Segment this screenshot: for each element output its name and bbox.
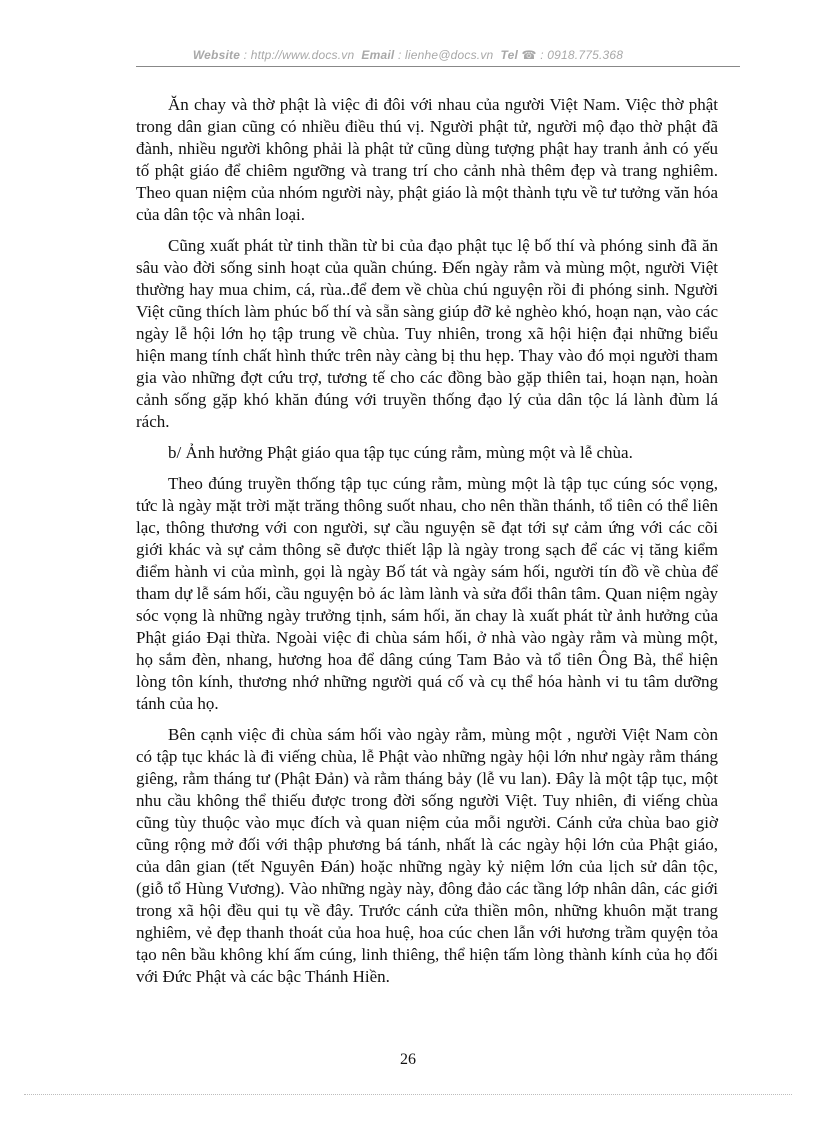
tel-number: ☎ : 0918.775.368 — [521, 48, 624, 62]
paragraph: Ăn chay và thờ phật là việc đi đôi với nhau của người Việt Nam. Việc thờ phật trong dân gian cũng có nhiều điều thú vị. Người phật tử, người mộ đạo thờ phật đã đành, nhiều người không phải là phật tử cũng dùng tượng phật hay tranh ảnh có yếu tố phật giáo để chiêm ngưỡng và trang trí cho cảnh nhà thêm đẹp và trang nghiêm. Theo quan niệm của nhóm người này, phật giáo là một thành tựu về tư tưởng văn hóa của dân tộc và nhân loại. — [136, 95, 718, 224]
page-number: 26 — [400, 1051, 416, 1068]
paragraph: Cũng xuất phát từ tinh thần từ bi của đạo phật tục lệ bố thí và phóng sinh đã ăn sâu vào đời sống sinh hoạt của quần chúng. Đến ngày rằm và mùng một, người Việt thường hay mua chim, cá, rùa..để đem về chùa chú nguyện rồi đi phóng sinh. Người Việt cũng thích làm phúc bố thí và sẵn sàng giúp đỡ kẻ nghèo khó, hoạn nạn, vào các ngày lễ hội lớn họ tập trung về chùa. Tuy nhiên, trong xã hội hiện đại những biểu hiện mang tính chất hình thức trên này càng bị thu hẹp. Thay vào đó mọi người tham gia vào những đợt cứu trợ, tương tế cho các đồng bào gặp thiên tai, hoạn nạn, hoàn cảnh sống gặp khó khăn đúng với truyền thống đạo lý của dân tộc lá lành đùm lá rách. — [136, 236, 718, 431]
page-header — [0, 48, 816, 62]
website-url: : http://www.docs.vn — [243, 48, 355, 62]
website-label: Website — [192, 48, 241, 62]
tel-label: Tel — [500, 48, 518, 62]
email-label: Email — [361, 48, 395, 62]
paragraph: Bên cạnh việc đi chùa sám hối vào ngày rằm, mùng một , người Việt Nam còn có tập tục khác là đi viếng chùa, lễ Phật vào những ngày hội lớn như ngày rằm tháng giêng, rằm tháng tư (Phật Đản) và rằm tháng bảy (lễ vu lan). Đây là một tập tục, một nhu cầu không thể thiếu được trong đời sống người Việt. Tuy nhiên, đi viếng chùa cũng tùy thuộc vào mục đích và quan niệm của mỗi người. Cánh cửa chùa bao giờ cũng rộng mở đối với thập phương bá tánh, nhất là các ngày hội lớn của Phật giáo, của dân gian (tết Nguyên Đán) hoặc những ngày kỷ niệm lớn của lịch sử dân tộc, (giỗ tổ Hùng Vương). Vào những ngày này, đông đảo các tầng lớp nhân dân, các giới trong xã hội đều qui tụ về đây. Trước cánh cửa thiền môn, những khuôn mặt trang nghiêm, vẻ đẹp thanh thoát của hoa huệ, hoa cúc chen lẫn với hương trầm quyện tỏa tạo nên bầu không khí ấm cúng, linh thiêng, thể hiện tấm lòng thành kính của họ đối với Đức Phật và các bậc Thánh Hiền. — [136, 725, 718, 986]
paragraph: Theo đúng truyền thống tập tục cúng rằm, mùng một là tập tục cúng sóc vọng, tức là ngày mặt trời mặt trăng thông suốt nhau, cho nên thần thánh, tổ tiên có thể liên lạc, thông thương với con người, sự cầu nguyện sẽ đạt tới sự cảm ứng với các cõi giới khác và sự cảm thông sẽ được thiết lập là ngày trong sạch để các vị tăng kiểm điểm hành vi của mình, gọi là ngày Bố tát và ngày sám hối, người tín đồ về chùa để tham dự lễ sám hối, cầu nguyện bỏ ác làm lành và sửa đổi thân tâm. Quan niệm ngày sóc vọng là những ngày trưởng tịnh, sám hối, ăn chay là xuất phát từ ảnh hưởng của Phật giáo Đại thừa. Ngoài việc đi chùa sám hối, ở nhà vào ngày rằm và mùng một, họ sắm đèn, nhang, hương hoa để dâng cúng Tam Bảo và tổ tiên Ông Bà, thể hiện lòng tôn kính, thương nhớ những người quá cố và cụ thể hóa hành vi tu tâm dưỡng tánh của họ. — [136, 474, 718, 713]
header-divider — [136, 66, 740, 67]
section-heading: b/ Ảnh hưởng Phật giáo qua tập tục cúng rằm, mùng một và lễ chùa. — [168, 443, 633, 462]
footer-divider — [24, 1094, 792, 1095]
body-text — [136, 94, 718, 997]
email-address: : lienhe@docs.vn — [397, 48, 494, 62]
